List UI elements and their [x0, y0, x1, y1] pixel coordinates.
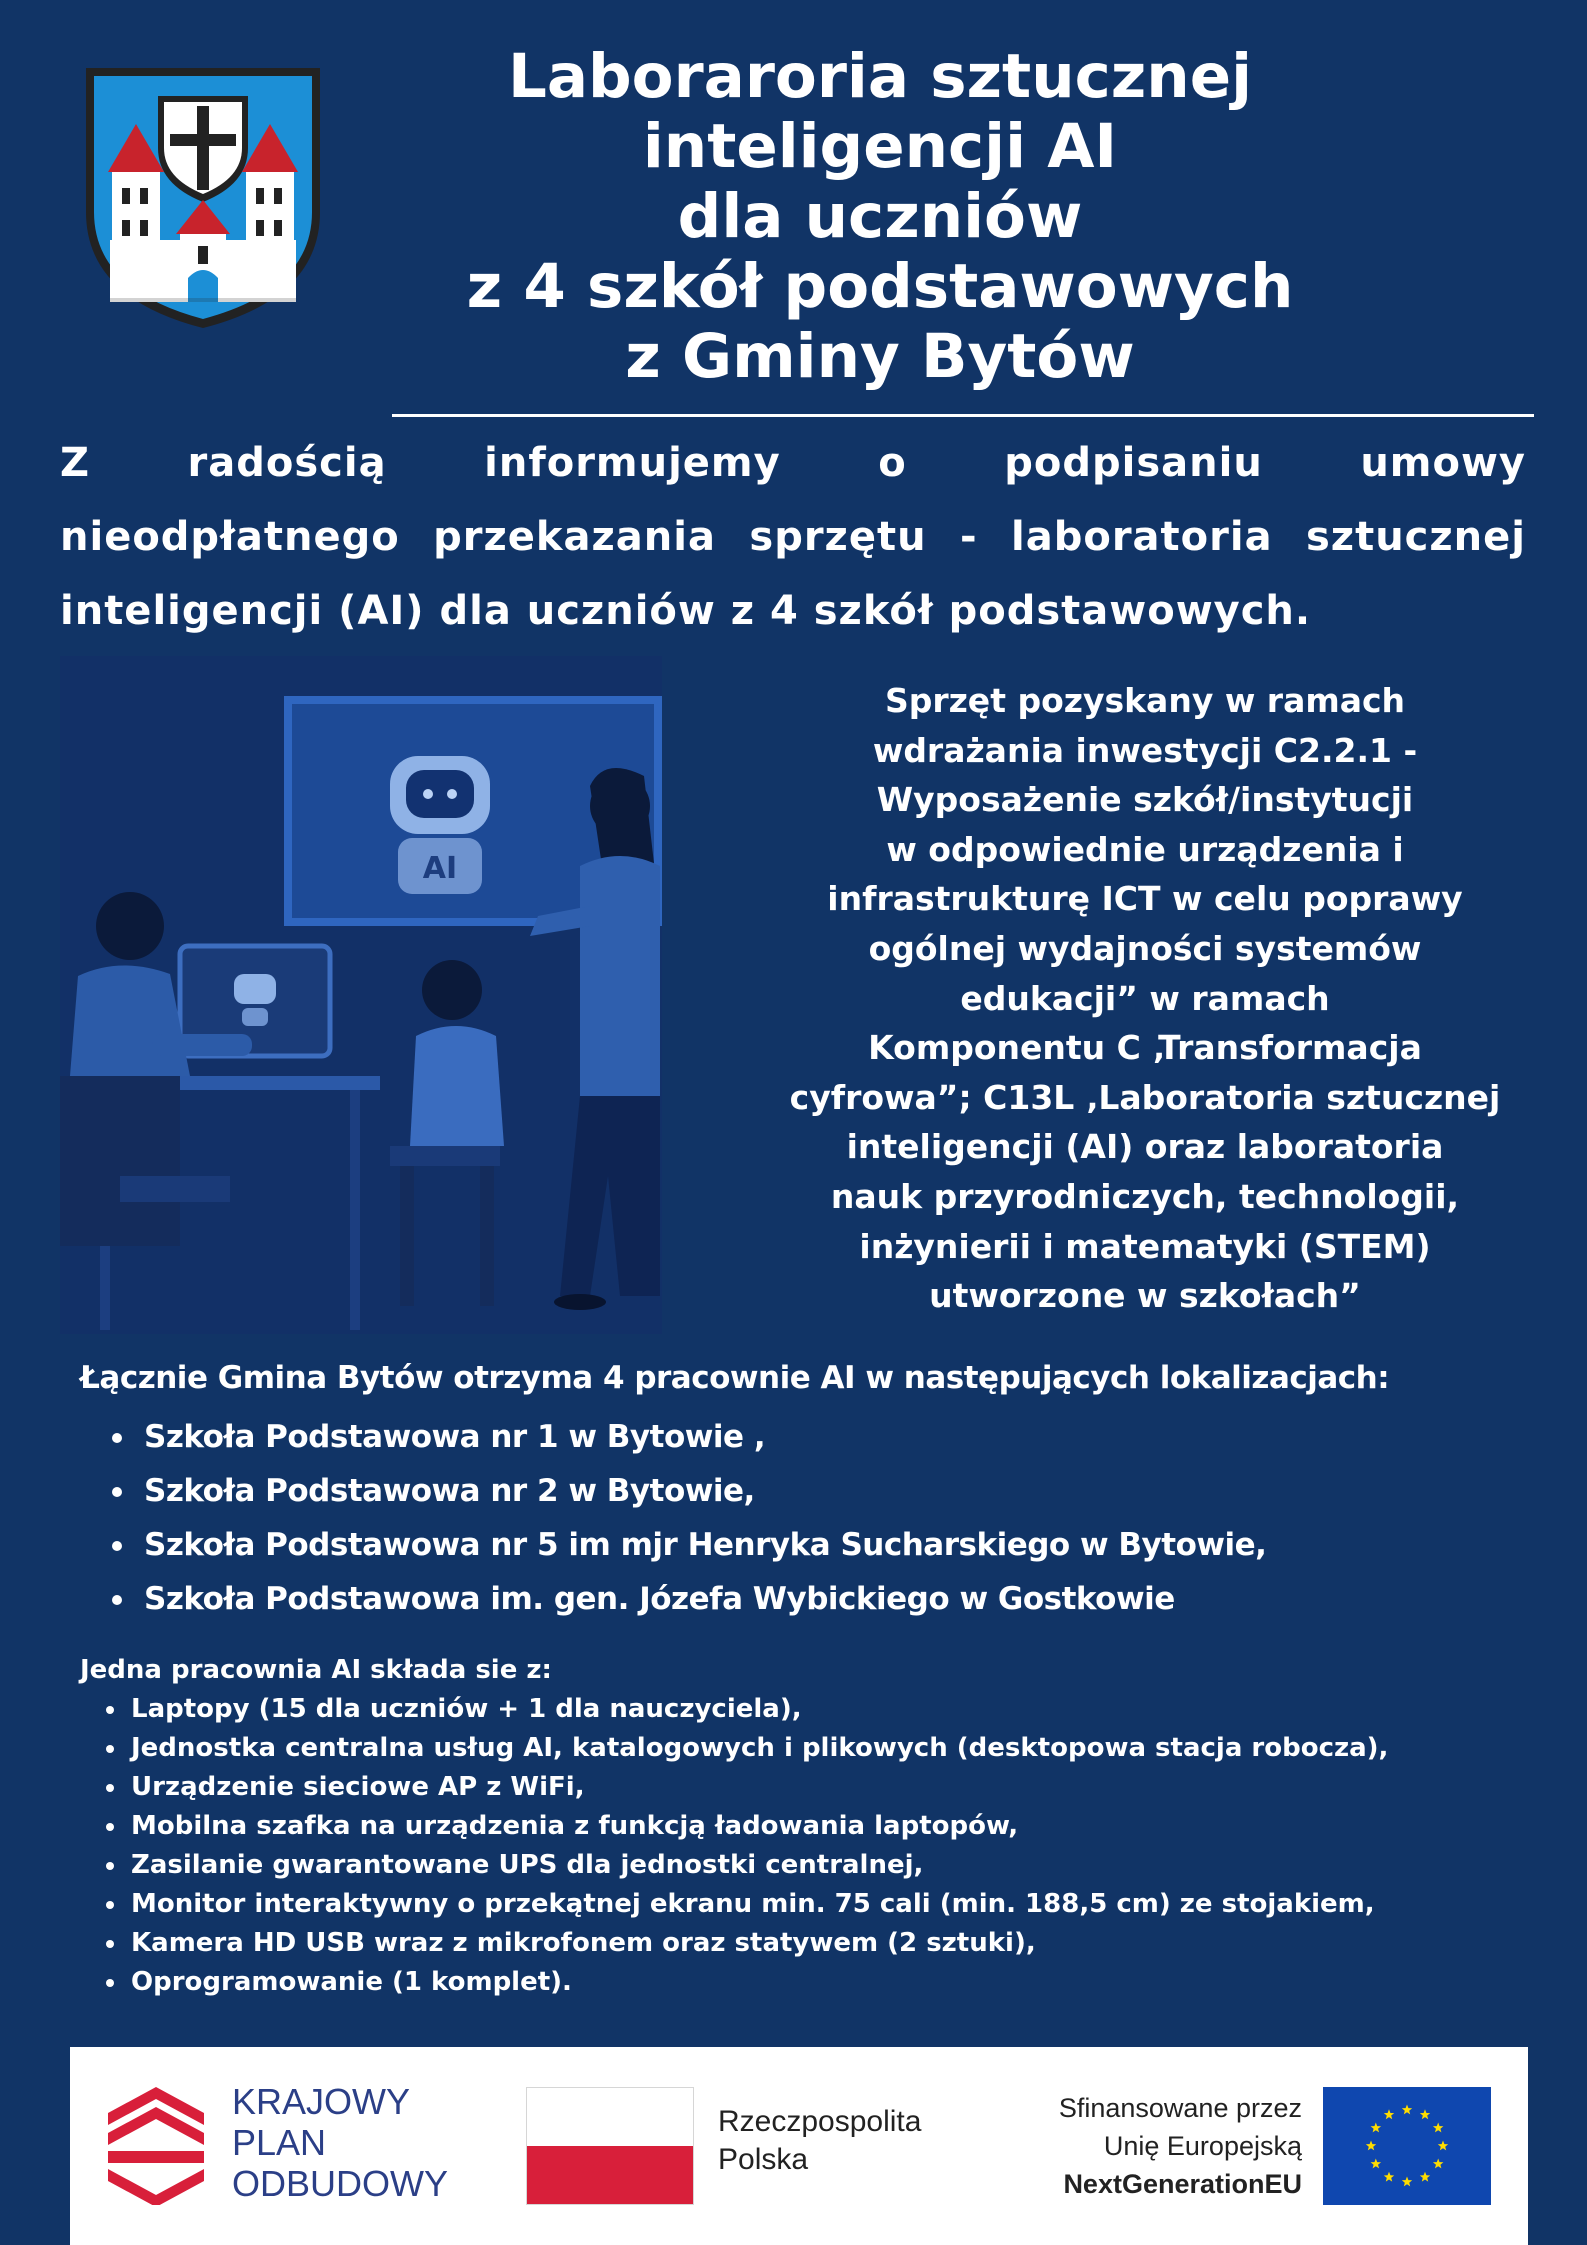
funding-line: nauk przyrodniczych, technologii, — [830, 1176, 1460, 1216]
funding-logos-footer — [70, 2047, 1528, 2245]
funding-line: inteligencji (AI) oraz laboratoria — [846, 1127, 1444, 1167]
intro-paragraph — [60, 426, 1526, 648]
eu-line: Unię Europejską — [1103, 2131, 1302, 2161]
rp-line: Polska — [718, 2143, 809, 2176]
list-item: Szkoła Podstawowa nr 2 w Bytowie, — [100, 1464, 1500, 1518]
title-line: inteligencji AI — [642, 111, 1118, 182]
kpo-line: ODBUDOWY — [232, 2163, 448, 2204]
funding-line: infrastrukturę ICT w celu poprawy — [827, 879, 1463, 919]
eu-flag-icon — [1323, 2087, 1491, 2205]
title-line: dla uczniów — [677, 181, 1083, 252]
funding-line: w odpowiednie urządzenia i — [886, 829, 1404, 869]
list-item: Szkoła Podstawowa nr 1 w Bytowie , — [100, 1410, 1500, 1464]
funding-line: wdrażania inwestycji C2.2.1 - — [872, 730, 1418, 770]
kpo-line: PLAN — [232, 2122, 327, 2163]
components-list — [100, 1690, 1540, 2002]
eu-line: NextGenerationEU — [1063, 2169, 1302, 2199]
funding-description — [780, 676, 1510, 1321]
funding-line: cyfrowa”; C13L ‚Laboratoria sztucznej — [789, 1077, 1501, 1117]
title-line: z Gminy Bytów — [625, 321, 1135, 392]
rp-logo-text — [718, 2103, 921, 2179]
intro-line: Z radością informujemy o podpisaniu umowy — [60, 440, 1526, 486]
funding-line: Wyposażenie szkół/instytucji — [876, 780, 1414, 820]
funding-line: edukacji” w ramach — [960, 978, 1330, 1018]
kpo-logo-icon — [106, 2085, 206, 2205]
list-item: Zasilanie gwarantowane UPS dla jednostki centralnej, — [100, 1846, 1540, 1885]
title-divider — [392, 414, 1534, 417]
list-item: Oprogramowanie (1 komplet). — [100, 1963, 1540, 2002]
kpo-line: KRAJOWY — [232, 2081, 411, 2122]
intro-line: inteligencji (AI) dla uczniów z 4 szkół podstawowych. — [60, 588, 1312, 634]
coat-of-arms-icon — [80, 62, 326, 332]
page-title — [390, 42, 1370, 392]
list-item: Szkoła Podstawowa im. gen. Józefa Wybickiego w Gostkowie — [100, 1572, 1500, 1626]
list-item: Jednostka centralna usług AI, katalogowych i plikowych (desktopowa stacja robocza), — [100, 1729, 1540, 1768]
eu-funding-text — [1000, 2089, 1302, 2203]
funding-line: ogólnej wydajności systemów — [868, 928, 1422, 968]
robot-ai-label: AI — [422, 851, 458, 886]
funding-line: utworzone w szkołach” — [929, 1276, 1361, 1316]
kpo-logo-text — [232, 2081, 448, 2204]
components-heading: Jedna pracownia AI składa sie z: — [80, 1655, 552, 1685]
eu-line: Sfinansowane przez — [1058, 2093, 1302, 2123]
list-item: Mobilna szafka na urządzenia z funkcją ładowania laptopów, — [100, 1807, 1540, 1846]
rp-line: Rzeczpospolita — [718, 2105, 922, 2138]
list-item: Monitor interaktywny o przekątnej ekranu min. 75 cali (min. 188,5 cm) ze stojakiem, — [100, 1885, 1540, 1924]
list-item: Kamera HD USB wraz z mikrofonem oraz statywem (2 sztuki), — [100, 1924, 1540, 1963]
poland-flag-icon — [526, 2087, 694, 2205]
list-item: Laptopy (15 dla uczniów + 1 dla nauczyciela), — [100, 1690, 1540, 1729]
funding-line: Sprzęt pozyskany w ramach — [884, 681, 1406, 720]
labs-heading: Łącznie Gmina Bytów otrzyma 4 pracownie AI w następujących lokalizacjach: — [80, 1360, 1390, 1396]
title-line: z 4 szkół podstawowych — [466, 251, 1294, 322]
list-item: Szkoła Podstawowa nr 5 im mjr Henryka Sucharskiego w Bytowie, — [100, 1518, 1500, 1572]
funding-line: Komponentu C ‚Transformacja — [868, 1028, 1422, 1068]
funding-line: inżynierii i matematyki (STEM) — [859, 1226, 1431, 1266]
list-item: Urządzenie sieciowe AP z WiFi, — [100, 1768, 1540, 1807]
title-line: Laboraroria sztucznej — [507, 41, 1252, 112]
ai-classroom-illustration — [60, 656, 662, 1334]
intro-line: nieodpłatnego przekazania sprzętu - laboratoria sztucznej — [60, 514, 1526, 560]
labs-list — [100, 1410, 1500, 1626]
